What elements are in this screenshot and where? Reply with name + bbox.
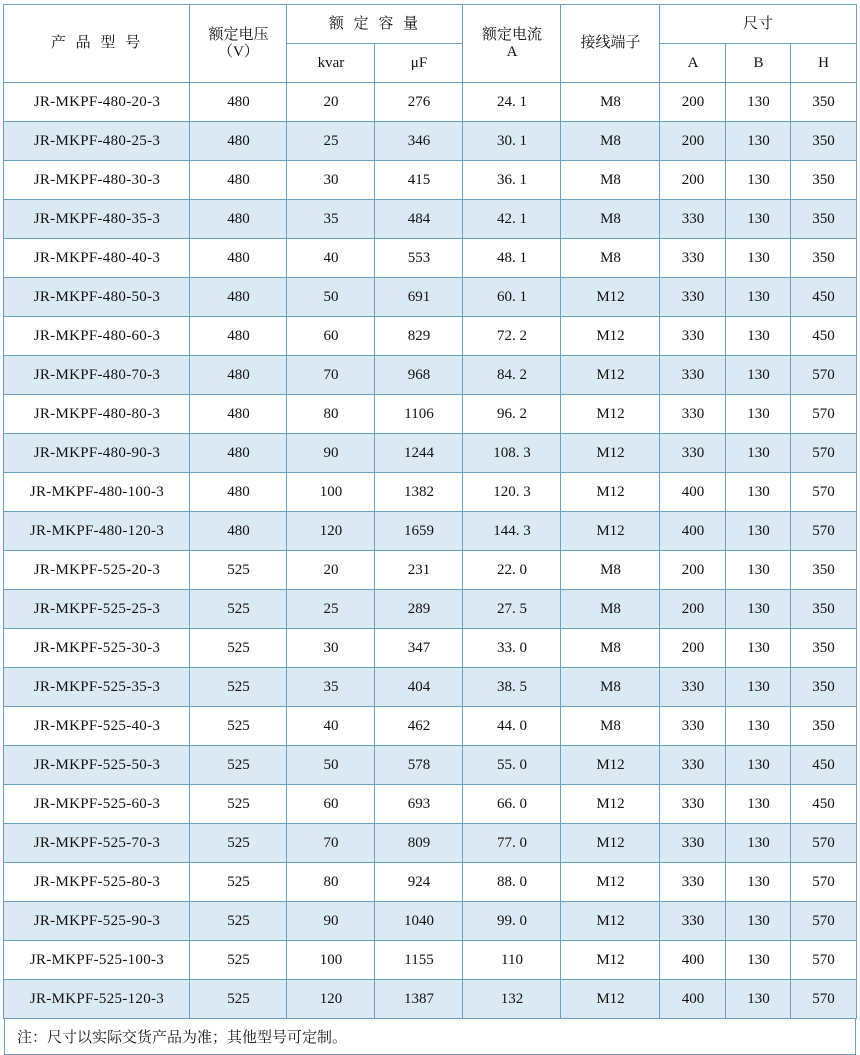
- cell-voltage: 480: [190, 395, 287, 434]
- cell-current: 38. 5: [463, 668, 561, 707]
- header-current-text: 额定电流: [481, 27, 542, 43]
- cell-kvar: 40: [287, 707, 375, 746]
- header-model: 产 品 型 号: [4, 5, 190, 83]
- cell-kvar: 50: [287, 746, 375, 785]
- cell-dim-a: 200: [660, 629, 726, 668]
- cell-terminal: M8: [561, 239, 660, 278]
- cell-model: JR-MKPF-480-25-3: [4, 122, 190, 161]
- cell-uf: 1040: [375, 902, 463, 941]
- cell-model: JR-MKPF-525-60-3: [4, 785, 190, 824]
- cell-uf: 404: [375, 668, 463, 707]
- cell-terminal: M8: [561, 83, 660, 122]
- cell-dim-h: 350: [791, 551, 856, 590]
- header-terminal: 接线端子: [561, 5, 660, 83]
- cell-current: 30. 1: [463, 122, 561, 161]
- cell-dim-b: 130: [726, 239, 791, 278]
- cell-dim-a: 330: [660, 317, 726, 356]
- cell-model: JR-MKPF-525-70-3: [4, 824, 190, 863]
- cell-kvar: 20: [287, 551, 375, 590]
- cell-kvar: 60: [287, 317, 375, 356]
- cell-model: JR-MKPF-480-40-3: [4, 239, 190, 278]
- cell-dim-h: 450: [791, 278, 856, 317]
- cell-model: JR-MKPF-480-20-3: [4, 83, 190, 122]
- cell-current: 42. 1: [463, 200, 561, 239]
- cell-voltage: 480: [190, 122, 287, 161]
- cell-terminal: M12: [561, 941, 660, 980]
- table-note: [4, 1019, 856, 1055]
- cell-dim-h: 570: [791, 941, 856, 980]
- cell-model: JR-MKPF-525-25-3: [4, 590, 190, 629]
- cell-kvar: 100: [287, 941, 375, 980]
- cell-dim-a: 330: [660, 668, 726, 707]
- cell-dim-b: 130: [726, 161, 791, 200]
- cell-uf: 1382: [375, 473, 463, 512]
- table-row: [4, 161, 856, 200]
- cell-terminal: M12: [561, 278, 660, 317]
- cell-terminal: M8: [561, 551, 660, 590]
- cell-terminal: M12: [561, 980, 660, 1019]
- cell-dim-b: 130: [726, 980, 791, 1019]
- cell-dim-h: 570: [791, 824, 856, 863]
- cell-voltage: 480: [190, 434, 287, 473]
- cell-dim-b: 130: [726, 395, 791, 434]
- header-dim-h: H: [791, 44, 856, 83]
- cell-model: JR-MKPF-525-100-3: [4, 941, 190, 980]
- cell-dim-h: 350: [791, 200, 856, 239]
- cell-dim-a: 330: [660, 278, 726, 317]
- cell-terminal: M12: [561, 902, 660, 941]
- table-row: [4, 356, 856, 395]
- cell-terminal: M8: [561, 122, 660, 161]
- cell-dim-b: 130: [726, 122, 791, 161]
- cell-dim-b: 130: [726, 278, 791, 317]
- cell-kvar: 70: [287, 356, 375, 395]
- cell-dim-b: 130: [726, 473, 791, 512]
- cell-current: 144. 3: [463, 512, 561, 551]
- cell-voltage: 525: [190, 824, 287, 863]
- cell-kvar: 100: [287, 473, 375, 512]
- cell-model: JR-MKPF-525-50-3: [4, 746, 190, 785]
- cell-dim-b: 130: [726, 668, 791, 707]
- cell-uf: 1659: [375, 512, 463, 551]
- header-dim-b: B: [726, 44, 791, 83]
- cell-current: 24. 1: [463, 83, 561, 122]
- cell-dim-h: 570: [791, 902, 856, 941]
- cell-dim-h: 570: [791, 512, 856, 551]
- cell-dim-b: 130: [726, 902, 791, 941]
- cell-dim-b: 130: [726, 590, 791, 629]
- table-row: [4, 278, 856, 317]
- cell-dim-b: 130: [726, 200, 791, 239]
- cell-kvar: 70: [287, 824, 375, 863]
- cell-dim-a: 330: [660, 863, 726, 902]
- cell-model: JR-MKPF-525-20-3: [4, 551, 190, 590]
- header-dimensions: 尺寸: [660, 5, 856, 44]
- cell-voltage: 525: [190, 941, 287, 980]
- cell-kvar: 90: [287, 902, 375, 941]
- cell-terminal: M8: [561, 590, 660, 629]
- cell-model: JR-MKPF-480-90-3: [4, 434, 190, 473]
- cell-uf: 924: [375, 863, 463, 902]
- cell-kvar: 80: [287, 863, 375, 902]
- table-row: [4, 200, 856, 239]
- cell-voltage: 480: [190, 161, 287, 200]
- cell-voltage: 525: [190, 629, 287, 668]
- cell-current: 60. 1: [463, 278, 561, 317]
- cell-dim-a: 330: [660, 434, 726, 473]
- cell-dim-h: 350: [791, 122, 856, 161]
- cell-dim-a: 330: [660, 707, 726, 746]
- cell-dim-b: 130: [726, 317, 791, 356]
- cell-model: JR-MKPF-525-40-3: [4, 707, 190, 746]
- cell-uf: 809: [375, 824, 463, 863]
- cell-model: JR-MKPF-525-120-3: [4, 980, 190, 1019]
- table-row: [4, 941, 856, 980]
- cell-terminal: M12: [561, 356, 660, 395]
- cell-model: JR-MKPF-525-30-3: [4, 629, 190, 668]
- cell-voltage: 525: [190, 902, 287, 941]
- table-row: [4, 785, 856, 824]
- cell-terminal: M12: [561, 785, 660, 824]
- cell-terminal: M12: [561, 473, 660, 512]
- cell-kvar: 35: [287, 200, 375, 239]
- cell-current: 84. 2: [463, 356, 561, 395]
- cell-dim-h: 350: [791, 590, 856, 629]
- cell-model: JR-MKPF-480-80-3: [4, 395, 190, 434]
- header-voltage-text: 额定电压: [208, 27, 269, 43]
- cell-terminal: M12: [561, 746, 660, 785]
- cell-dim-b: 130: [726, 83, 791, 122]
- cell-current: 72. 2: [463, 317, 561, 356]
- cell-kvar: 90: [287, 434, 375, 473]
- cell-kvar: 40: [287, 239, 375, 278]
- cell-dim-a: 200: [660, 122, 726, 161]
- cell-voltage: 525: [190, 785, 287, 824]
- cell-dim-h: 570: [791, 863, 856, 902]
- cell-model: JR-MKPF-525-35-3: [4, 668, 190, 707]
- table-row: [4, 434, 856, 473]
- cell-terminal: M8: [561, 629, 660, 668]
- table-row: [4, 746, 856, 785]
- cell-terminal: M12: [561, 317, 660, 356]
- cell-dim-b: 130: [726, 785, 791, 824]
- cell-dim-a: 330: [660, 395, 726, 434]
- cell-current: 110: [463, 941, 561, 980]
- cell-terminal: M8: [561, 668, 660, 707]
- cell-dim-h: 570: [791, 980, 856, 1019]
- cell-dim-h: 350: [791, 83, 856, 122]
- table-row: [4, 83, 856, 122]
- cell-terminal: M12: [561, 434, 660, 473]
- cell-kvar: 30: [287, 629, 375, 668]
- cell-dim-a: 400: [660, 473, 726, 512]
- cell-model: JR-MKPF-525-80-3: [4, 863, 190, 902]
- cell-voltage: 480: [190, 473, 287, 512]
- cell-terminal: M12: [561, 512, 660, 551]
- cell-uf: 1244: [375, 434, 463, 473]
- cell-dim-a: 330: [660, 785, 726, 824]
- cell-kvar: 120: [287, 512, 375, 551]
- cell-current: 27. 5: [463, 590, 561, 629]
- cell-dim-b: 130: [726, 356, 791, 395]
- cell-dim-a: 400: [660, 512, 726, 551]
- table-row: [4, 824, 856, 863]
- cell-dim-a: 400: [660, 980, 726, 1019]
- cell-dim-a: 330: [660, 239, 726, 278]
- cell-voltage: 480: [190, 356, 287, 395]
- cell-voltage: 525: [190, 980, 287, 1019]
- header-dim-a: A: [660, 44, 726, 83]
- cell-current: 108. 3: [463, 434, 561, 473]
- cell-dim-b: 130: [726, 746, 791, 785]
- cell-dim-h: 570: [791, 434, 856, 473]
- cell-dim-a: 330: [660, 824, 726, 863]
- cell-dim-a: 200: [660, 161, 726, 200]
- cell-current: 120. 3: [463, 473, 561, 512]
- cell-voltage: 525: [190, 551, 287, 590]
- cell-dim-h: 570: [791, 395, 856, 434]
- table-row: [4, 395, 856, 434]
- cell-current: 96. 2: [463, 395, 561, 434]
- table-row: [4, 551, 856, 590]
- cell-current: 55. 0: [463, 746, 561, 785]
- header-capacity-uf: μF: [375, 44, 463, 83]
- cell-dim-a: 330: [660, 902, 726, 941]
- cell-uf: 1106: [375, 395, 463, 434]
- cell-terminal: M8: [561, 200, 660, 239]
- header-voltage: [190, 5, 287, 83]
- table-row: [4, 590, 856, 629]
- cell-uf: 347: [375, 629, 463, 668]
- cell-uf: 346: [375, 122, 463, 161]
- cell-current: 99. 0: [463, 902, 561, 941]
- cell-dim-h: 350: [791, 239, 856, 278]
- cell-dim-b: 130: [726, 551, 791, 590]
- cell-uf: 829: [375, 317, 463, 356]
- cell-dim-b: 130: [726, 707, 791, 746]
- table-row: [4, 980, 856, 1019]
- cell-dim-b: 130: [726, 824, 791, 863]
- cell-uf: 691: [375, 278, 463, 317]
- cell-dim-h: 570: [791, 473, 856, 512]
- table-row: [4, 707, 856, 746]
- table-row: [4, 512, 856, 551]
- cell-model: JR-MKPF-525-90-3: [4, 902, 190, 941]
- cell-terminal: M12: [561, 863, 660, 902]
- cell-dim-a: 200: [660, 590, 726, 629]
- cell-dim-h: 350: [791, 668, 856, 707]
- cell-model: JR-MKPF-480-120-3: [4, 512, 190, 551]
- cell-kvar: 80: [287, 395, 375, 434]
- cell-uf: 276: [375, 83, 463, 122]
- table-note-text: 注：尺寸以实际交货产品为准；其他型号可定制。: [17, 1030, 348, 1046]
- cell-terminal: M12: [561, 395, 660, 434]
- specification-table: [3, 4, 856, 1019]
- cell-voltage: 525: [190, 863, 287, 902]
- cell-dim-b: 130: [726, 512, 791, 551]
- cell-dim-a: 200: [660, 551, 726, 590]
- cell-current: 48. 1: [463, 239, 561, 278]
- table-row: [4, 317, 856, 356]
- cell-dim-a: 330: [660, 200, 726, 239]
- cell-dim-h: 570: [791, 356, 856, 395]
- cell-terminal: M12: [561, 824, 660, 863]
- cell-model: JR-MKPF-480-100-3: [4, 473, 190, 512]
- cell-dim-b: 130: [726, 941, 791, 980]
- cell-current: 36. 1: [463, 161, 561, 200]
- cell-current: 132: [463, 980, 561, 1019]
- cell-terminal: M8: [561, 161, 660, 200]
- cell-uf: 1155: [375, 941, 463, 980]
- header-current: [463, 5, 561, 83]
- table-row: [4, 863, 856, 902]
- cell-voltage: 525: [190, 707, 287, 746]
- cell-voltage: 480: [190, 278, 287, 317]
- table-row: [4, 239, 856, 278]
- cell-voltage: 525: [190, 590, 287, 629]
- cell-voltage: 525: [190, 746, 287, 785]
- cell-kvar: 120: [287, 980, 375, 1019]
- cell-current: 22. 0: [463, 551, 561, 590]
- cell-uf: 578: [375, 746, 463, 785]
- cell-dim-a: 200: [660, 83, 726, 122]
- cell-dim-a: 330: [660, 356, 726, 395]
- cell-voltage: 480: [190, 239, 287, 278]
- header-current-unit: A: [506, 43, 518, 60]
- cell-dim-b: 130: [726, 629, 791, 668]
- cell-dim-h: 350: [791, 707, 856, 746]
- header-voltage-unit: （V）: [218, 43, 259, 60]
- table-row: [4, 902, 856, 941]
- cell-uf: 415: [375, 161, 463, 200]
- cell-current: 88. 0: [463, 863, 561, 902]
- cell-uf: 484: [375, 200, 463, 239]
- cell-current: 44. 0: [463, 707, 561, 746]
- cell-kvar: 30: [287, 161, 375, 200]
- cell-kvar: 25: [287, 590, 375, 629]
- cell-uf: 289: [375, 590, 463, 629]
- header-capacity-kvar: kvar: [287, 44, 375, 83]
- cell-kvar: 20: [287, 83, 375, 122]
- table-body: [4, 83, 856, 1019]
- cell-current: 66. 0: [463, 785, 561, 824]
- table-row: [4, 629, 856, 668]
- cell-model: JR-MKPF-480-50-3: [4, 278, 190, 317]
- cell-model: JR-MKPF-480-35-3: [4, 200, 190, 239]
- cell-kvar: 60: [287, 785, 375, 824]
- cell-model: JR-MKPF-480-60-3: [4, 317, 190, 356]
- cell-dim-h: 450: [791, 785, 856, 824]
- cell-voltage: 480: [190, 512, 287, 551]
- cell-kvar: 35: [287, 668, 375, 707]
- cell-voltage: 480: [190, 317, 287, 356]
- cell-model: JR-MKPF-480-70-3: [4, 356, 190, 395]
- cell-kvar: 25: [287, 122, 375, 161]
- table-header: [4, 5, 856, 83]
- cell-uf: 462: [375, 707, 463, 746]
- spec-sheet: [0, 4, 860, 1046]
- table-row: [4, 473, 856, 512]
- cell-voltage: 480: [190, 200, 287, 239]
- cell-dim-h: 450: [791, 317, 856, 356]
- cell-voltage: 525: [190, 668, 287, 707]
- cell-model: JR-MKPF-480-30-3: [4, 161, 190, 200]
- cell-current: 77. 0: [463, 824, 561, 863]
- cell-dim-h: 350: [791, 161, 856, 200]
- cell-terminal: M8: [561, 707, 660, 746]
- cell-uf: 1387: [375, 980, 463, 1019]
- header-row-primary: [4, 5, 856, 44]
- cell-current: 33. 0: [463, 629, 561, 668]
- header-capacity: 额 定 容 量: [287, 5, 463, 44]
- cell-dim-a: 400: [660, 941, 726, 980]
- cell-uf: 231: [375, 551, 463, 590]
- cell-kvar: 50: [287, 278, 375, 317]
- cell-dim-b: 130: [726, 434, 791, 473]
- cell-voltage: 480: [190, 83, 287, 122]
- table-row: [4, 668, 856, 707]
- cell-uf: 693: [375, 785, 463, 824]
- cell-uf: 968: [375, 356, 463, 395]
- cell-dim-h: 350: [791, 629, 856, 668]
- cell-uf: 553: [375, 239, 463, 278]
- cell-dim-a: 330: [660, 746, 726, 785]
- table-row: [4, 122, 856, 161]
- cell-dim-b: 130: [726, 863, 791, 902]
- cell-dim-h: 450: [791, 746, 856, 785]
